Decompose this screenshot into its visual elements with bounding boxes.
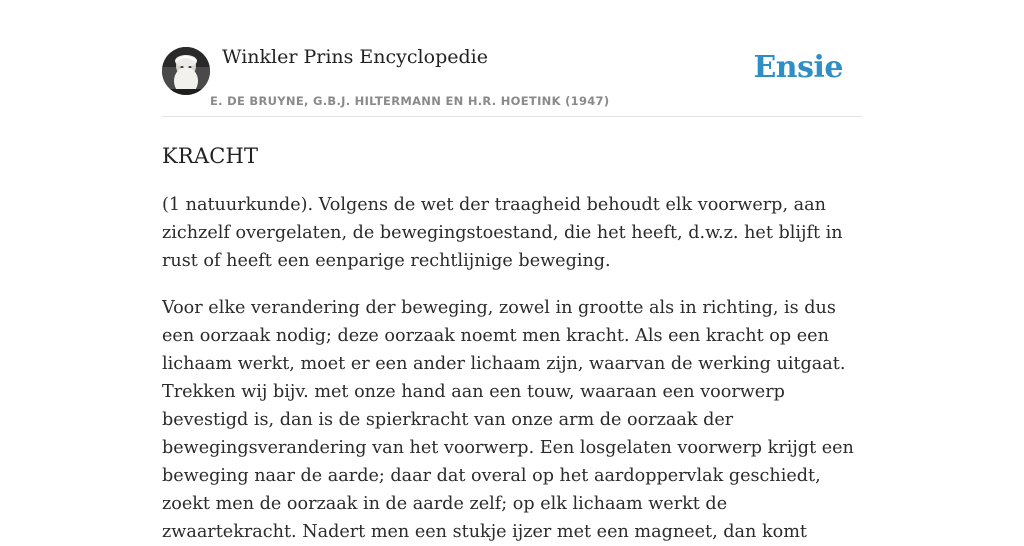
author-portrait-image [162, 47, 210, 95]
article-paragraph-2: Voor elke verandering der beweging, zowel in grootte als in richting, is dus een oorzaak nodig; deze oorzaak noemt men kracht. Als een kracht op een lichaam werkt, moet er een ander lichaam zijn, waarvan de werking uitgaat. Trekken wij bijv. met onze hand aan een touw, waaraan een voorwerp bevestigd is, dan is de spierkracht van onze arm de oorzaak der bewegingsverandering van het voorwerp. Een losgelaten voorwerp krijgt een beweging naar de aarde; daar dat overal op het aardoppervlak geschiedt, zoekt men de oorzaak in de aarde zelf; op elk lichaam werkt de zwaartekracht. Nadert men een stukje ijzer met een magneet, dan komt [162, 298, 854, 542]
header [162, 0, 862, 117]
author-portrait[interactable] [162, 47, 210, 95]
article-paragraph-1: (1 natuurkunde). Volgens de wet der traagheid behoudt elk voorwerp, aan zichzelf overgelaten, de bewegingstoestand, die het heeft, d.w.z. het blijft in rust of heeft een eenparige rechtlijnige beweging. [162, 195, 843, 271]
authors-byline: E. DE BRUYNE, G.B.J. HILTERMANN EN H.R. HOETINK (1947) [210, 94, 610, 108]
entry-title: KRACHT [162, 144, 259, 168]
site-title[interactable]: Winkler Prins Encyclopedie [222, 46, 488, 68]
page [162, 0, 862, 546]
ensie-logo[interactable]: Ensie [753, 50, 843, 85]
